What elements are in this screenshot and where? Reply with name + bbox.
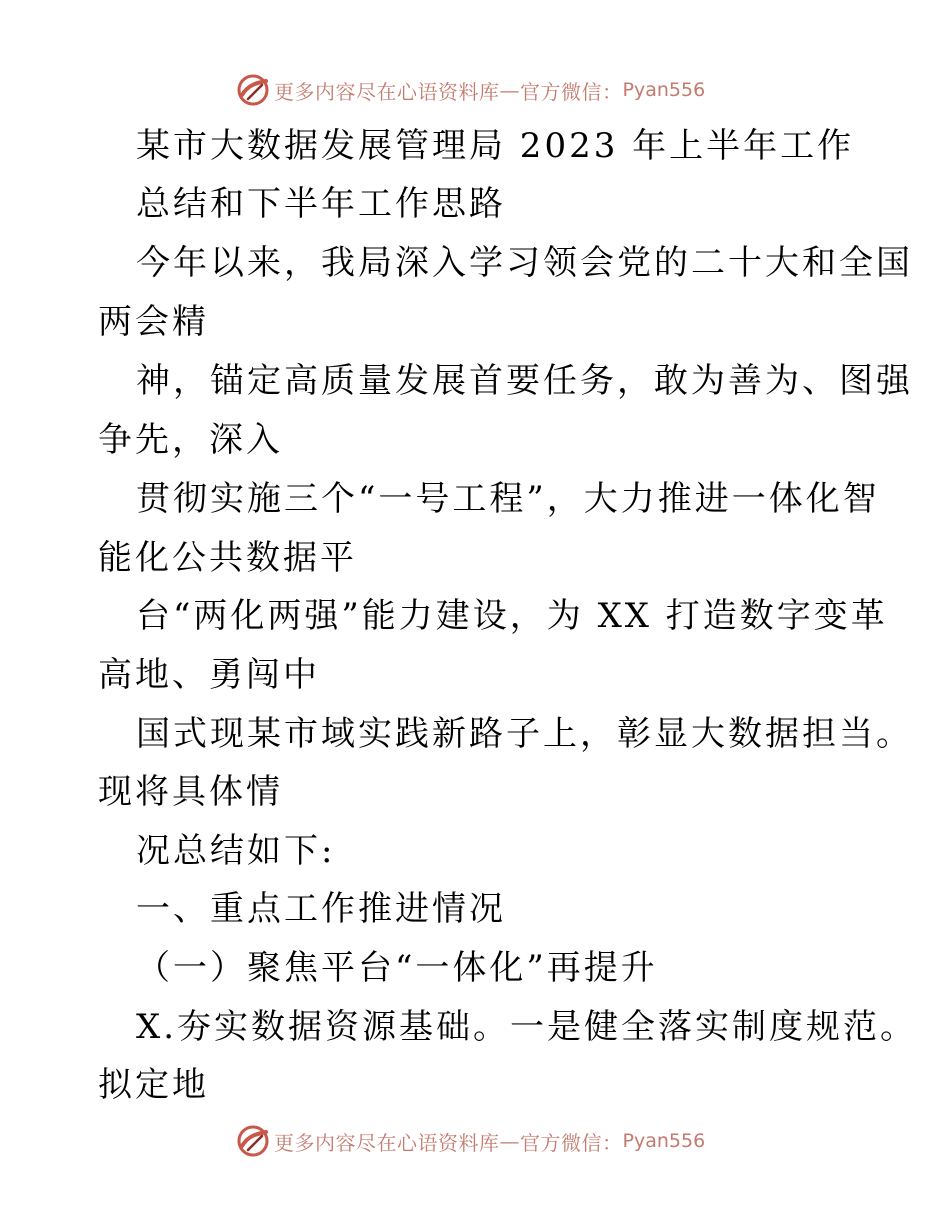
body-line: 国式现某市域实践新路子上，彰显大数据担当。 [136, 714, 913, 754]
header-watermark [236, 73, 705, 107]
footer-watermark [236, 1124, 705, 1158]
body-line: 争先，深入 [98, 420, 283, 460]
body-line: 况总结如下: [136, 831, 336, 871]
body-line: 能化公共数据平 [98, 538, 357, 578]
body-line: 台“两化两强”能力建设，为 XX 打造数字变革 [136, 596, 888, 636]
body-line: 今年以来，我局深入学习领会党的二十大和全国 [136, 243, 913, 283]
watermark-separator: — [499, 78, 520, 102]
body-line: 两会精 [98, 302, 209, 342]
watermark-wechat-id: Pyan556 [622, 1130, 706, 1152]
subsection-heading: （一）聚焦平台“一体化”再提升 [136, 948, 658, 988]
watermark-text: 更多内容尽在心语资料库 [274, 1130, 500, 1155]
watermark-wechat-id: Pyan556 [622, 79, 706, 101]
section-heading: 一、重点工作推进情况 [136, 889, 506, 929]
watermark-text: 更多内容尽在心语资料库 [274, 79, 500, 104]
body-line: 现将具体情 [98, 772, 283, 812]
brush-stroke-logo-icon [236, 1124, 270, 1158]
watermark-separator: — [499, 1129, 520, 1153]
body-line: 贯彻实施三个“一号工程”，大力推进一体化智 [136, 479, 880, 519]
document-title-line-2: 总结和下半年工作思路 [136, 184, 506, 224]
brush-stroke-logo-icon [236, 73, 270, 107]
body-line: 神，锚定高质量发展首要任务，敢为善为、图强 [136, 361, 913, 401]
document-title-line-1: 某市大数据发展管理局 2023 年上半年工作 [136, 126, 855, 166]
watermark-wechat-label: 官方微信： [520, 79, 623, 104]
body-line: X.夯实数据资源基础。一是健全落实制度规范。 [136, 1007, 918, 1047]
watermark-wechat-label: 官方微信： [520, 1130, 623, 1155]
body-line: 拟定地 [98, 1065, 209, 1105]
body-line: 高地、勇闯中 [98, 655, 320, 695]
